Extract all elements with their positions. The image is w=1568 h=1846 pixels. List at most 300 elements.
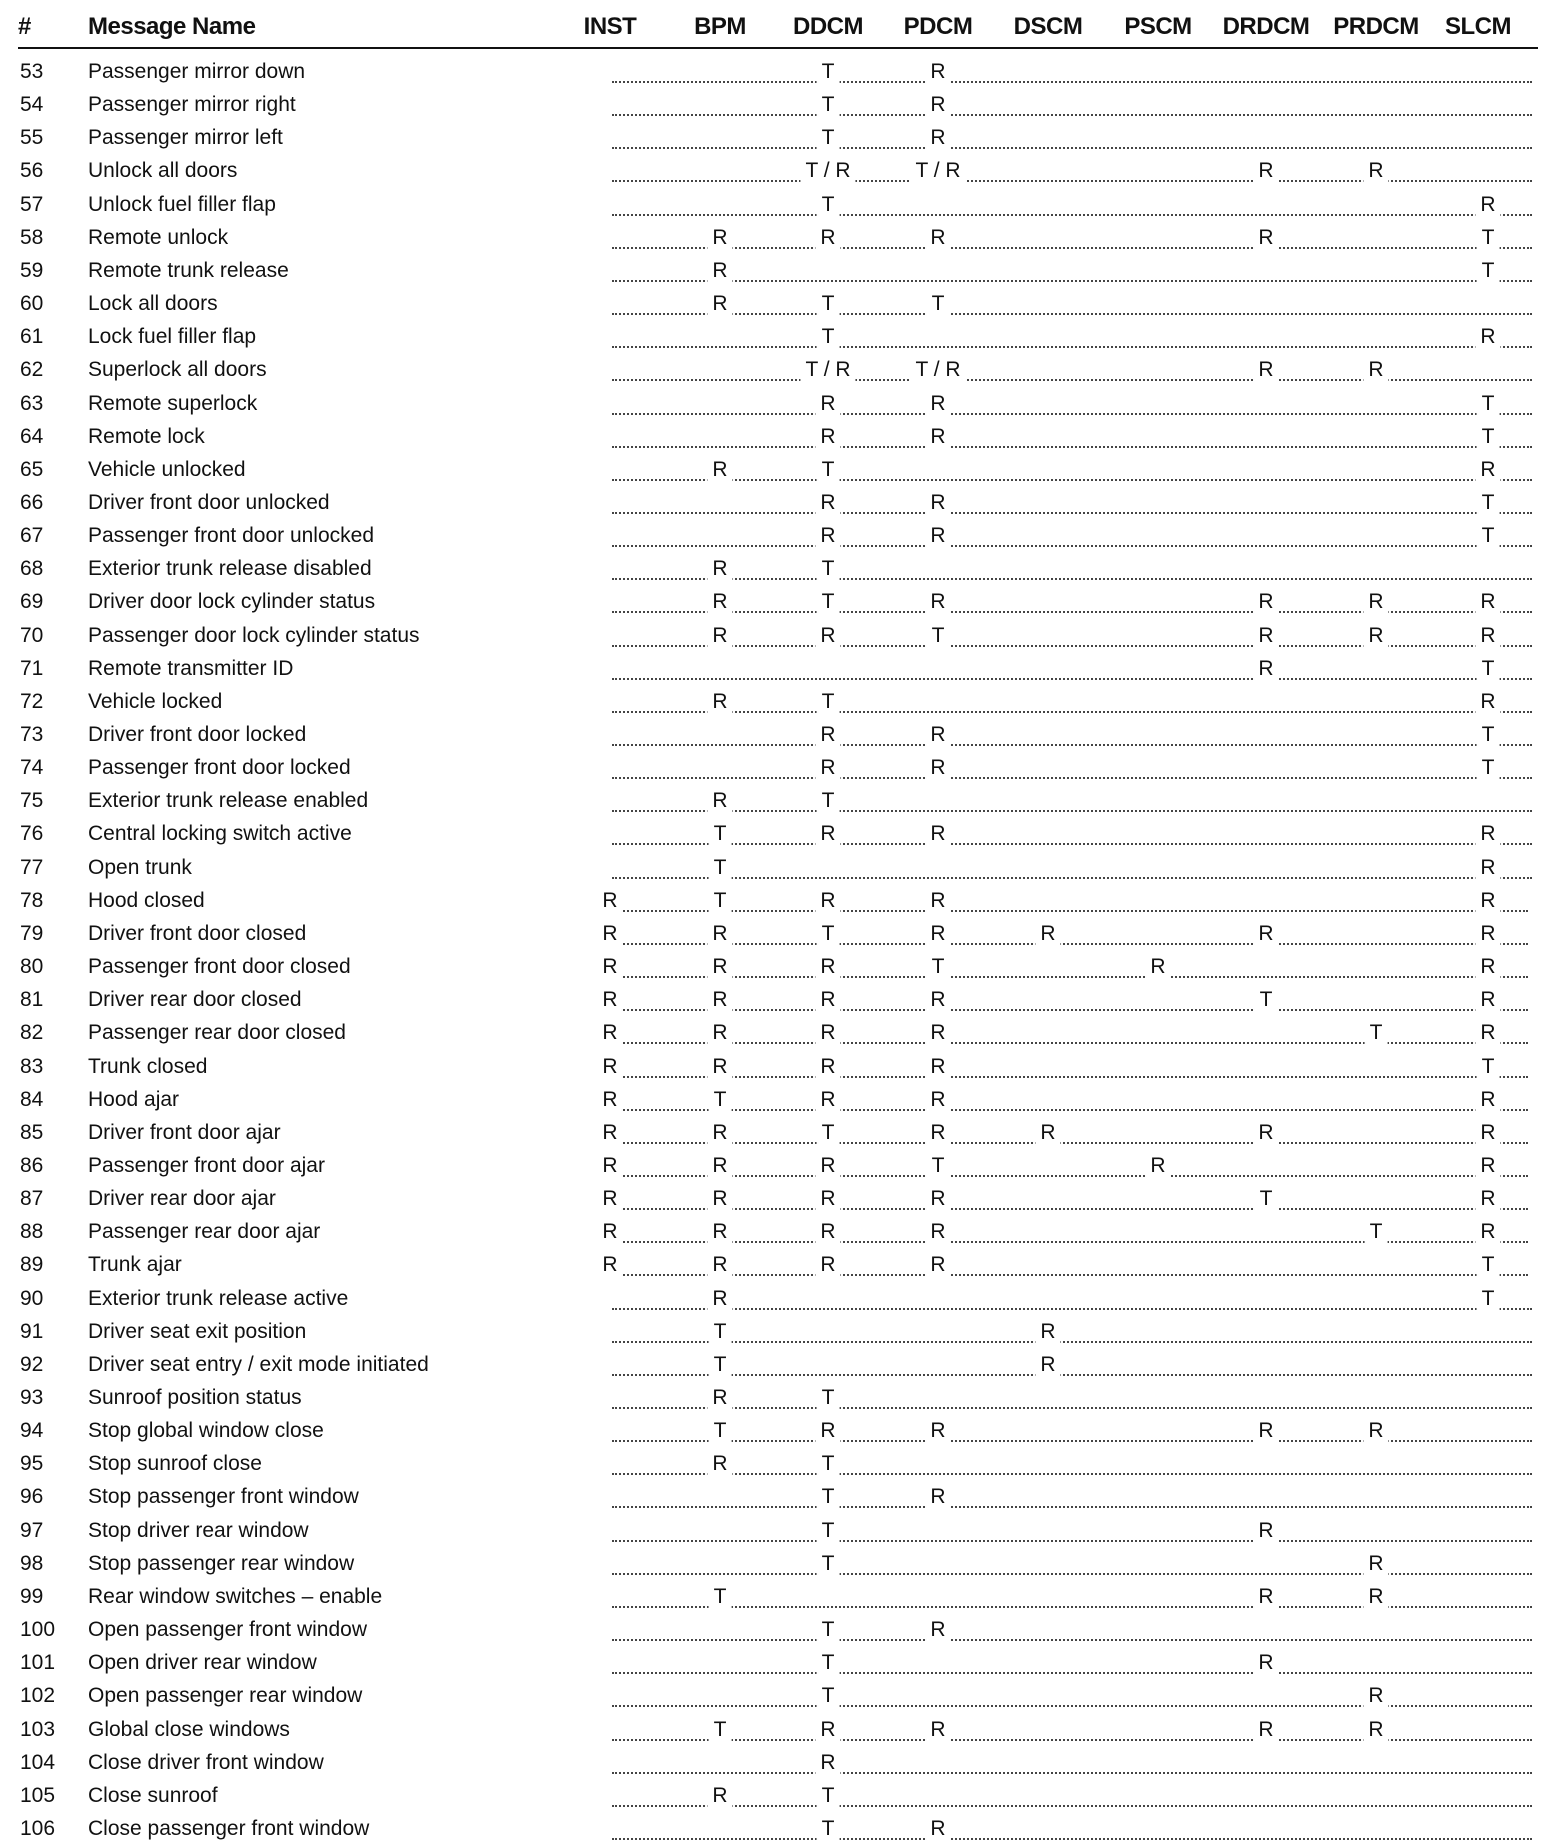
table-row [0,288,1568,321]
message-name: Close sunroof [88,1783,218,1807]
message-name: Hood closed [88,888,205,912]
message-name: Passenger front door unlocked [88,524,375,548]
header-rule [18,47,1538,49]
code-prdcm: R [1363,1585,1388,1609]
code-bpm: R [707,988,732,1012]
code-ddcm: R [815,1021,840,1045]
table-row [0,785,1568,818]
code-slcm: R [1475,988,1500,1012]
header-bpm: BPM [694,13,746,40]
code-slcm: T [1477,1055,1500,1079]
code-slcm: R [1475,193,1500,217]
dot-leader [612,446,1532,448]
dot-leader [612,1672,1532,1674]
code-bpm: R [707,1386,732,1410]
code-ddcm: T [817,292,840,316]
dot-leader [612,744,1532,746]
code-bpm: R [707,1220,732,1244]
dot-leader [612,1573,1532,1575]
code-slcm: R [1475,822,1500,846]
code-ddcm: R [815,491,840,515]
dot-leader [612,114,1532,116]
header-inst: INST [583,13,637,40]
code-dscm: R [1035,1353,1060,1377]
dot-leader [612,578,1532,580]
code-ddcm: T [817,1684,840,1708]
code-inst: R [597,1021,622,1045]
message-name: Exterior trunk release enabled [88,789,369,813]
row-number: 69 [20,590,44,614]
code-pdcm: R [925,889,950,913]
code-pdcm: T [927,955,950,979]
row-number: 72 [20,689,44,713]
code-pdcm: R [925,1718,950,1742]
code-ddcm: R [815,226,840,250]
table-row [0,1548,1568,1581]
code-ddcm: T [817,1452,840,1476]
code-slcm: R [1475,889,1500,913]
message-name: Driver rear door ajar [88,1187,276,1211]
dot-leader [612,1506,1532,1508]
message-name: Global close windows [88,1717,290,1741]
code-bpm: R [707,1784,732,1808]
dot-leader [612,346,1532,348]
code-pdcm: R [925,1088,950,1112]
table-row [0,1349,1568,1382]
code-ddcm: R [815,723,840,747]
code-bpm: T [709,1718,732,1742]
code-bpm: R [707,259,732,283]
code-slcm: R [1475,1021,1500,1045]
code-pdcm: T / R [910,358,965,382]
dot-leader [608,1109,1528,1111]
row-number: 60 [20,292,44,316]
code-pdcm: T / R [910,159,965,183]
row-number: 59 [20,258,44,282]
code-drdcm: R [1253,1651,1278,1675]
message-name: Hood ajar [88,1087,180,1111]
table-row [0,89,1568,122]
header-dscm: DSCM [1013,13,1083,40]
message-name: Passenger front door locked [88,756,351,780]
dot-leader [612,1407,1532,1409]
table-row [0,454,1568,487]
table-row [0,653,1568,686]
message-name: Driver front door unlocked [88,490,330,514]
code-ddcm: R [815,1055,840,1079]
header-ddcm: DDCM [793,13,863,40]
code-slcm: T [1477,524,1500,548]
table-row [0,189,1568,222]
code-bpm: T [709,1320,732,1344]
code-pdcm: R [925,1817,950,1841]
code-prdcm: T [1365,1220,1388,1244]
dot-leader [608,1142,1528,1144]
table-row [0,1680,1568,1713]
row-number: 63 [20,391,44,415]
message-name: Passenger mirror right [88,93,296,117]
dot-leader [612,81,1532,83]
row-number: 106 [20,1816,56,1840]
message-name: Driver seat exit position [88,1319,307,1343]
row-number: 79 [20,921,44,945]
code-inst: R [597,1220,622,1244]
message-name: Close driver front window [88,1750,324,1774]
code-drdcm: R [1253,226,1278,250]
code-prdcm: R [1363,159,1388,183]
code-pdcm: R [925,1253,950,1277]
row-number: 105 [20,1783,56,1807]
row-number: 89 [20,1253,44,1277]
code-pdcm: R [925,756,950,780]
row-number: 83 [20,1054,44,1078]
row-number: 96 [20,1485,44,1509]
row-number: 65 [20,457,44,481]
dot-leader [608,1009,1528,1011]
dot-leader [612,1473,1532,1475]
row-number: 91 [20,1319,44,1343]
row-number: 73 [20,723,44,746]
code-ddcm: T [817,557,840,581]
message-name: Passenger front door ajar [88,1153,325,1177]
code-inst: R [597,988,622,1012]
code-prdcm: R [1363,358,1388,382]
dot-leader [612,611,1532,613]
code-pdcm: T [927,1154,950,1178]
code-ddcm: T [817,590,840,614]
table-row [0,553,1568,586]
code-bpm: R [707,557,732,581]
row-number: 81 [20,988,44,1012]
dot-leader [608,1175,1528,1177]
table-row [0,686,1568,719]
message-name: Rear window switches – enable [88,1584,383,1608]
row-number: 92 [20,1352,44,1376]
message-name: Trunk closed [88,1054,208,1078]
code-bpm: R [707,1154,732,1178]
message-name: Vehicle unlocked [88,457,246,481]
table-row [0,1117,1568,1150]
code-ddcm: R [815,1154,840,1178]
code-slcm: T [1477,491,1500,515]
row-number: 67 [20,524,44,548]
code-drdcm: R [1253,1585,1278,1609]
code-ddcm: T [817,690,840,714]
code-bpm: T [709,822,732,846]
message-name: Unlock all doors [88,159,238,183]
code-ddcm: R [815,1419,840,1443]
row-number: 98 [20,1551,44,1575]
code-pdcm: R [925,226,950,250]
row-number: 66 [20,490,44,514]
row-number: 102 [20,1684,56,1708]
dot-leader [612,247,1532,249]
code-ddcm: R [815,988,840,1012]
code-dscm: R [1035,1320,1060,1344]
code-ddcm: T [817,458,840,482]
dot-leader [612,479,1532,481]
row-number: 62 [20,358,44,382]
message-name: Trunk ajar [88,1253,182,1277]
row-number: 56 [20,159,44,183]
dot-leader [612,645,1532,647]
code-bpm: R [707,458,732,482]
dot-leader [612,1705,1532,1707]
code-ddcm: R [815,1187,840,1211]
code-pdcm: T [927,292,950,316]
table-row [0,951,1568,984]
code-ddcm: T / R [800,358,855,382]
code-prdcm: R [1363,590,1388,614]
code-ddcm: T [817,1386,840,1410]
table-row [0,1614,1568,1647]
table-row [0,818,1568,851]
dot-leader [608,1274,1528,1276]
dot-leader [612,512,1532,514]
dot-leader [608,910,1528,912]
code-drdcm: R [1253,590,1278,614]
header-slcm: SLCM [1445,13,1511,40]
header-drdcm: DRDCM [1222,13,1310,40]
code-slcm: R [1475,1154,1500,1178]
code-slcm: R [1475,325,1500,349]
dot-leader [612,214,1532,216]
row-number: 74 [20,756,44,780]
message-name: Driver front door closed [88,921,307,945]
code-ddcm: R [815,756,840,780]
dot-leader [612,1606,1532,1608]
row-number: 85 [20,1120,44,1144]
table-row [0,1481,1568,1514]
code-ddcm: T [817,325,840,349]
table-row [0,1216,1568,1249]
code-bpm: R [707,789,732,813]
row-number: 55 [20,126,44,150]
code-pdcm: R [925,1121,950,1145]
code-bpm: R [707,292,732,316]
code-pdcm: R [925,93,950,117]
table-row [0,752,1568,785]
code-dscm: R [1035,922,1060,946]
table-row [0,354,1568,387]
table-row [0,56,1568,89]
code-ddcm: T [817,922,840,946]
dot-leader [612,379,1532,381]
table-row [0,421,1568,454]
code-ddcm: T [817,1817,840,1841]
message-name: Stop passenger rear window [88,1551,355,1575]
dot-leader [612,545,1532,547]
message-name: Remote transmitter ID [88,656,294,680]
code-bpm: R [707,226,732,250]
code-ddcm: R [815,955,840,979]
header-pdcm: PDCM [903,13,973,40]
code-bpm: R [707,690,732,714]
code-pdcm: R [925,1055,950,1079]
table-row [0,222,1568,255]
code-bpm: R [707,1055,732,1079]
code-ddcm: T [817,1651,840,1675]
row-number: 88 [20,1220,44,1244]
code-bpm: R [707,1452,732,1476]
table-row [0,1515,1568,1548]
code-slcm: R [1475,590,1500,614]
row-number: 53 [20,60,44,83]
dot-leader [612,1805,1532,1807]
code-ddcm: T [817,60,840,84]
dot-leader [612,1341,1532,1343]
dot-leader [612,678,1532,680]
code-pdcm: R [925,491,950,515]
message-name: Driver rear door closed [88,988,302,1012]
table-row [0,984,1568,1017]
code-ddcm: T / R [800,159,855,183]
message-name: Driver seat entry / exit mode initiated [88,1352,429,1376]
code-ddcm: R [815,1088,840,1112]
table-row [0,1813,1568,1846]
code-drdcm: T [1255,988,1278,1012]
dot-leader [612,877,1532,879]
row-number: 101 [20,1651,56,1675]
code-ddcm: R [815,624,840,648]
code-drdcm: R [1253,922,1278,946]
message-name: Superlock all doors [88,358,267,382]
message-name: Vehicle locked [88,689,223,713]
code-pdcm: R [925,425,950,449]
dot-leader [612,1308,1532,1310]
row-number: 64 [20,424,44,448]
code-bpm: T [709,1419,732,1443]
table-row [0,1382,1568,1415]
message-name: Open driver rear window [88,1651,317,1675]
code-pdcm: T [927,624,950,648]
dot-leader [612,1374,1532,1376]
code-bpm: T [709,889,732,913]
dot-leader [612,1739,1532,1741]
table-row [0,1249,1568,1282]
code-ddcm: R [815,1220,840,1244]
code-drdcm: R [1253,159,1278,183]
table-row [0,388,1568,421]
dot-leader [612,777,1532,779]
code-drdcm: R [1253,624,1278,648]
message-name: Open passenger rear window [88,1684,363,1708]
code-pdcm: R [925,1220,950,1244]
dot-leader [608,1042,1528,1044]
code-inst: R [597,922,622,946]
code-pdcm: R [925,1485,950,1509]
row-number: 68 [20,557,44,581]
code-ddcm: T [817,1519,840,1543]
dot-leader [612,413,1532,415]
code-slcm: R [1475,1187,1500,1211]
header-number: # [18,13,31,40]
code-drdcm: R [1253,358,1278,382]
table-row [0,586,1568,619]
code-inst: R [597,1187,622,1211]
code-pdcm: R [925,1021,950,1045]
table-row [0,1150,1568,1183]
code-bpm: R [707,1187,732,1211]
table-row [0,1283,1568,1316]
code-inst: R [597,1055,622,1079]
code-ddcm: T [817,193,840,217]
table-row [0,1581,1568,1614]
code-pdcm: R [925,392,950,416]
dot-leader [612,843,1532,845]
code-inst: R [597,955,622,979]
code-drdcm: R [1253,1718,1278,1742]
header-message-name: Message Name [88,13,256,40]
message-name: Passenger door lock cylinder status [88,623,420,647]
table-row [0,620,1568,653]
code-ddcm: R [815,392,840,416]
row-number: 99 [20,1584,44,1608]
code-prdcm: R [1363,624,1388,648]
code-inst: R [597,1121,622,1145]
code-drdcm: R [1253,1121,1278,1145]
code-prdcm: R [1363,1718,1388,1742]
dot-leader [612,810,1532,812]
code-bpm: T [709,856,732,880]
table-row [0,1415,1568,1448]
code-bpm: T [709,1353,732,1377]
code-slcm: T [1477,723,1500,747]
code-bpm: T [709,1585,732,1609]
code-ddcm: T [817,1784,840,1808]
message-name: Remote unlock [88,225,229,249]
dot-leader [608,1241,1528,1243]
table-row [0,255,1568,288]
code-pdcm: R [925,1618,950,1642]
table-row [0,852,1568,885]
code-ddcm: R [815,1751,840,1775]
message-name: Open passenger front window [88,1618,367,1642]
message-name: Lock all doors [88,292,218,316]
message-name: Stop sunroof close [88,1452,262,1476]
code-inst: R [597,1253,622,1277]
code-slcm: T [1477,226,1500,250]
dot-leader [612,1772,1532,1774]
header-pscm: PSCM [1124,13,1192,40]
table-row [0,321,1568,354]
code-pdcm: R [925,922,950,946]
table-row [0,520,1568,553]
message-name: Lock fuel filler flap [88,325,257,349]
row-number: 82 [20,1021,44,1045]
code-pdcm: R [925,524,950,548]
code-ddcm: R [815,1718,840,1742]
row-number: 77 [20,855,44,879]
code-drdcm: T [1255,1187,1278,1211]
row-number: 75 [20,789,44,813]
code-inst: R [597,1154,622,1178]
table-row [0,1017,1568,1050]
row-number: 100 [20,1618,56,1642]
code-drdcm: R [1253,657,1278,681]
code-pdcm: R [925,1187,950,1211]
code-slcm: R [1475,1121,1500,1145]
message-name: Remote trunk release [88,258,289,282]
code-bpm: T [709,1088,732,1112]
message-name: Driver front door locked [88,723,307,746]
code-prdcm: R [1363,1684,1388,1708]
row-number: 90 [20,1286,44,1310]
message-name: Stop global window close [88,1419,324,1443]
message-name: Passenger rear door closed [88,1021,346,1045]
row-number: 54 [20,93,44,117]
code-ddcm: T [817,93,840,117]
